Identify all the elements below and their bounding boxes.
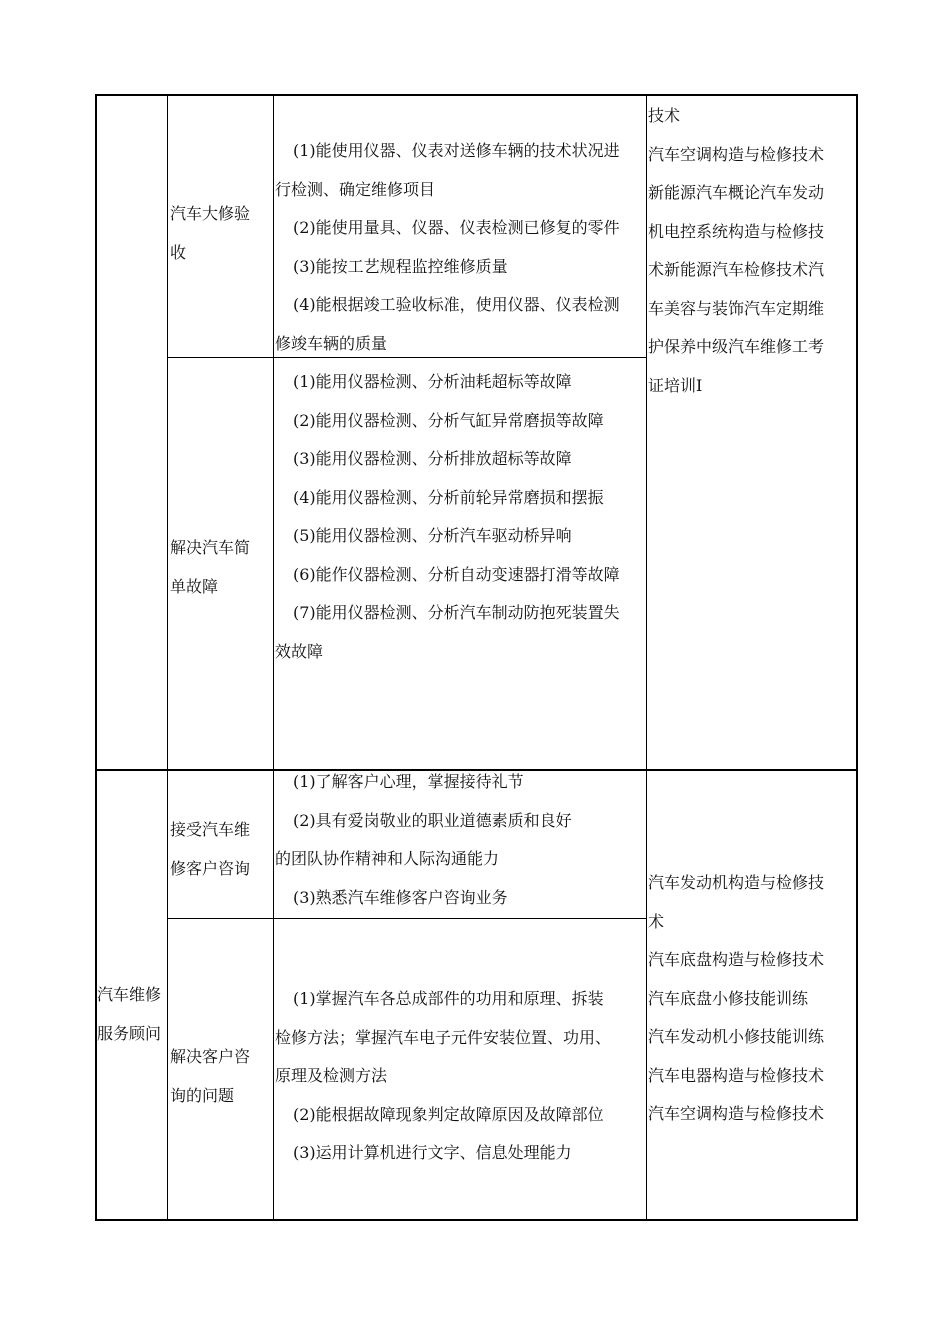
task-cell-simple-faults <box>170 529 250 606</box>
requirement-line: (7)能用仪器检测、分析汽车制动防抱死装置失 <box>293 603 620 622</box>
courses-cell <box>648 97 824 405</box>
category-label-line: 服务顾问 <box>97 1023 162 1043</box>
requirement-line: (1)能用仪器检测、分析油耗超标等故障 <box>293 372 572 391</box>
course-line: 汽车电器构造与检修技术 <box>648 1065 825 1085</box>
task-label-line: 汽车大修验 <box>170 204 251 223</box>
course-line: 汽车空调构造与检修技术 <box>648 1104 825 1123</box>
task-label-line: 询的问题 <box>170 1085 235 1105</box>
table-border-right <box>856 94 858 1221</box>
requirement-line: (2)具有爱岗敬业的职业道德素质和良好 <box>293 810 572 830</box>
category-label-line: 汽车维修 <box>97 985 162 1004</box>
table-border-bottom <box>95 1219 857 1221</box>
course-line: 汽车底盘构造与检修技术 <box>648 950 825 969</box>
requirement-line: 修竣车辆的质量 <box>275 333 388 353</box>
column-divider <box>646 94 647 1221</box>
requirement-line: 原理及检测方法 <box>275 1066 388 1085</box>
requirement-line: (2)能根据故障现象判定故障原因及故障部位 <box>293 1104 604 1124</box>
course-line: 汽车发动机构造与检修技 <box>648 873 825 892</box>
task-label-line: 修客户咨询 <box>170 858 251 878</box>
task-label-line: 接受汽车维 <box>170 820 251 839</box>
task-cell-vehicle-overhaul-acceptance <box>170 195 250 272</box>
task-label-line: 单故障 <box>170 576 219 596</box>
course-line: 机电控系统构造与检修技 <box>648 221 825 241</box>
course-line: 车美容与装饰汽车定期维 <box>648 298 825 318</box>
course-line: 汽车底盘小修技能训练 <box>648 988 809 1008</box>
row-divider <box>168 918 647 919</box>
requirement-line: 行检测、确定维修项目 <box>275 179 436 199</box>
task-label-line: 解决客户咨 <box>170 1047 251 1066</box>
requirements-cell <box>275 132 620 363</box>
task-cell-solve-customer-questions <box>170 1038 250 1115</box>
requirement-line: (3)熟悉汽车维修客户咨询业务 <box>293 887 508 907</box>
requirement-line: (1)能使用仪器、仪表对送修车辆的技术状况进 <box>293 141 620 160</box>
course-line: 技术 <box>648 106 681 125</box>
course-line: 术新能源汽车检修技术汽 <box>648 260 825 279</box>
task-cell-customer-consultation <box>170 811 250 888</box>
course-line: 术 <box>648 911 665 931</box>
requirement-line: (1)掌握汽车各总成部件的功用和原理、拆装 <box>293 989 604 1008</box>
requirement-line: (3)运用计算机进行文字、信息处理能力 <box>293 1143 572 1162</box>
requirements-cell <box>275 763 572 917</box>
requirement-line: (5)能用仪器检测、分析汽车驱动桥异响 <box>293 526 572 545</box>
requirement-line: (2)能用仪器检测、分析气缸异常磨损等故障 <box>293 410 604 430</box>
task-label-line: 收 <box>170 242 187 262</box>
requirement-line: (1)了解客户心理，掌握接待礼节 <box>293 772 524 791</box>
requirement-line: (4)能用仪器检测、分析前轮异常磨损和摆振 <box>293 487 604 507</box>
requirement-line: 效故障 <box>275 641 324 661</box>
column-divider <box>167 94 168 1221</box>
course-line: 护保养中级汽车维修工考 <box>648 337 825 356</box>
course-line: 新能源汽车概论汽车发动 <box>648 183 825 202</box>
table-border-top <box>95 94 857 96</box>
requirement-line: 的团队协作精神和人际沟通能力 <box>275 849 500 868</box>
course-line: 证培训Ⅰ <box>648 375 703 395</box>
requirement-line: (3)能按工艺规程监控维修质量 <box>293 256 508 276</box>
course-line: 汽车空调构造与检修技术 <box>648 144 825 164</box>
column-divider <box>273 94 274 1221</box>
requirements-cell <box>275 980 611 1173</box>
requirement-line: (2)能使用量具、仪器、仪表检测已修复的零件 <box>293 218 620 237</box>
courses-cell <box>648 864 824 1134</box>
requirement-line: 检修方法；掌握汽车电子元件安装位置、功用、 <box>275 1027 612 1047</box>
category-cell-service-advisor <box>97 976 161 1053</box>
requirement-line: (4)能根据竣工验收标准，使用仪器、仪表检测 <box>293 295 620 314</box>
task-label-line: 解决汽车简 <box>170 538 251 557</box>
course-line: 汽车发动机小修技能训练 <box>648 1027 825 1046</box>
requirement-line: (3)能用仪器检测、分析排放超标等故障 <box>293 449 572 468</box>
requirement-line: (6)能作仪器检测、分析自动变速器打滑等故障 <box>293 564 620 584</box>
requirements-cell <box>275 363 620 671</box>
